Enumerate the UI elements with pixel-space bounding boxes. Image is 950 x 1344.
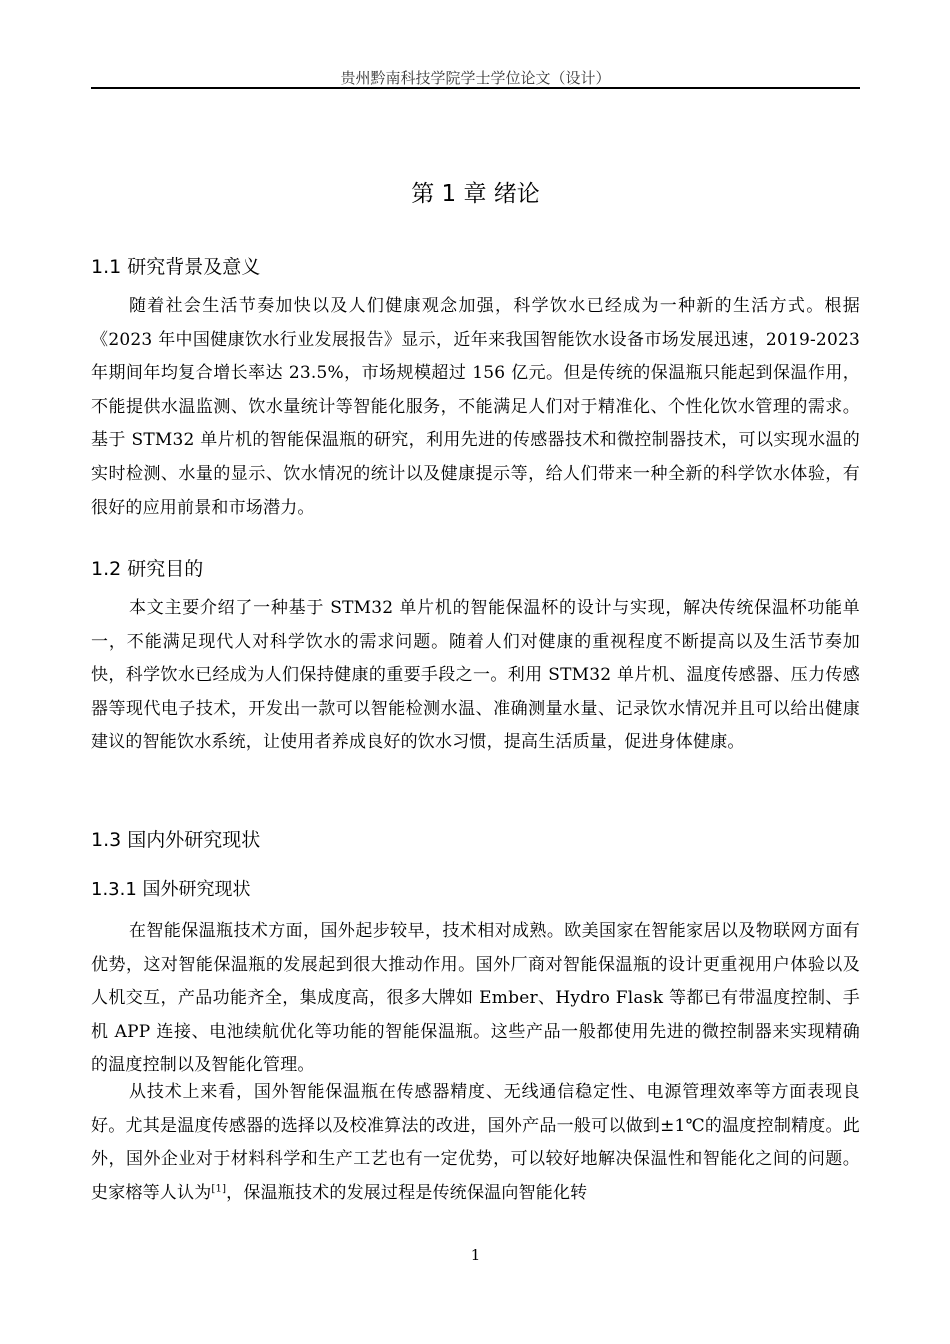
section-heading-1-3-1: 1.3.1 国外研究现状 xyxy=(91,879,251,900)
section-1-1-paragraph: 随着社会生活节奏加快以及人们健康观念加强，科学饮水已经成为一种新的生活方式。根据《2023 年中国健康饮水行业发展报告》显示，近年来我国智能饮水设备市场发展迅速，2019-2023 年期间年均复合增长率达 23.5%，市场规模超过 156 亿元。但是传统的保温瓶只能起到保温作用，不能提供水温监测、饮水量统计等智能化服务，不能满足人们对于精准化、个性化饮水管理的需求。基于 STM32 单片机的智能保温瓶的研究，利用先进的传感器技术和微控制器技术，可以实现水温的实时检测、水量的显示、饮水情况的统计以及健康提示等，给人们带来一种全新的科学饮水体验，有很好的应用前景和市场潜力。 xyxy=(91,296,860,518)
chapter-title: 第 1 章 绪论 xyxy=(411,181,540,207)
page-header: 贵州黔南科技学院学士学位论文（设计） xyxy=(340,69,611,87)
section-heading-1-2: 1.2 研究目的 xyxy=(91,558,204,580)
paragraph-2-text-end: ，保温瓶技术的发展过程是传统保温向智能化转 xyxy=(226,1182,588,1203)
section-1-2-paragraph: 本文主要介绍了一种基于 STM32 单片机的智能保温杯的设计与实现，解决传统保温杯功能单一，不能满足现代人对科学饮水的需求问题。随着人们对健康的重视程度不断提高以及生活节奏加快，科学饮水已经成为人们保持健康的重要手段之一。利用 STM32 单片机、温度传感器、压力传感器等现代电子技术，开发出一款可以智能检测水温、准确测量水量、记录饮水情况并且可以给出健康建议的智能饮水系统，让使用者养成良好的饮水习惯，提高生活质量，促进身体健康。 xyxy=(91,598,860,753)
citation-reference[interactable]: [1] xyxy=(211,1183,227,1195)
section-heading-1-1: 1.1 研究背景及意义 xyxy=(91,256,261,278)
section-heading-1-3: 1.3 国内外研究现状 xyxy=(91,829,261,851)
page-number: 1 xyxy=(470,1246,481,1264)
header-divider xyxy=(91,87,860,89)
section-1-3-1-paragraph-2 xyxy=(91,1076,860,1210)
section-1-3-1-paragraph-1: 在智能保温瓶技术方面，国外起步较早，技术相对成熟。欧美国家在智能家居以及物联网方面有优势，这对智能保温瓶的发展起到很大推动作用。国外厂商对智能保温瓶的设计更重视用户体验以及人机交互，产品功能齐全，集成度高，很多大牌如 Ember、Hydro Flask 等都已有带温度控制、手机 APP 连接、电池续航优化等功能的智能保温瓶。这些产品一般都使用先进的微控制器来实现精确的温度控制以及智能化管理。 xyxy=(91,921,860,1076)
paragraph-2-text-start: 从技术上来看，国外智能保温瓶在传感器精度、无线通信稳定性、电源管理效率等方面表现良好。尤其是温度传感器的选择以及校准算法的改进，国外产品一般可以做到±1℃的温度控制精度。此外，国外企业对于材料科学和生产工艺也有一定优势，可以较好地解决保温性和智能化之间的问题。史家榕等人认为 xyxy=(91,1082,860,1203)
